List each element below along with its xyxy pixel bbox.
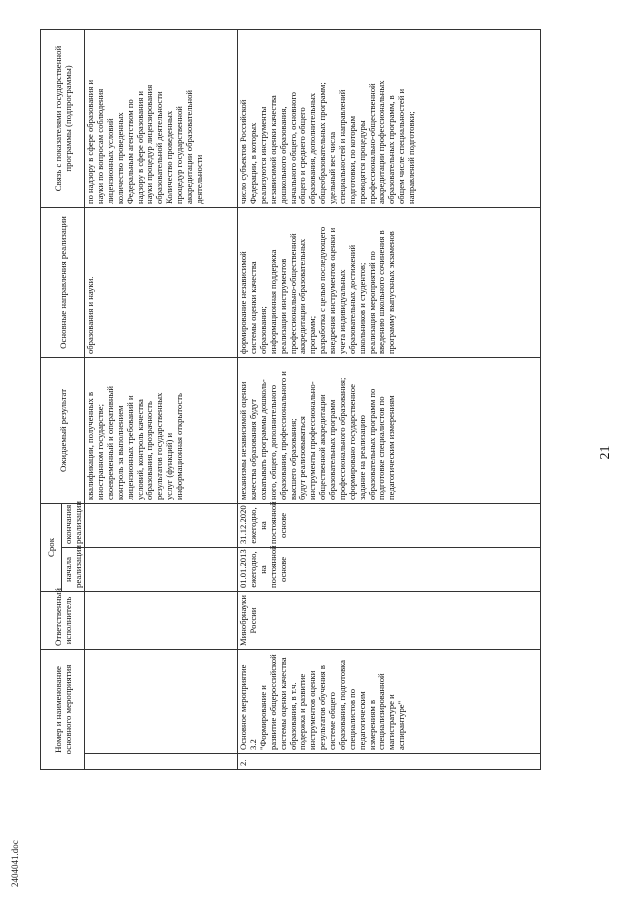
cell-text-line: введению школьного сочинения в xyxy=(376,230,387,354)
cell-text-line: постоянной xyxy=(267,545,278,588)
cell-text-line: аспирантуре" xyxy=(396,700,407,750)
cell-text-line: образования и науки. xyxy=(85,276,96,354)
cell-text-line: магистратуре и xyxy=(386,694,397,750)
cell-text-line: специализированной xyxy=(376,673,387,750)
cell-text-line: разработка с целью последующего xyxy=(317,226,328,354)
cell-text-line: охватывать программы дошколь- xyxy=(257,379,268,500)
cell-text-line: системы оценки качества xyxy=(277,657,288,750)
cell-text-line: реализации инструментов xyxy=(277,258,288,354)
cell-text-line: педагогическим измерениям xyxy=(386,395,397,500)
cell-text-line: реализация мероприятий по xyxy=(366,251,377,354)
cell-text-line: образования; xyxy=(257,306,268,354)
cell-text-line: системе общего xyxy=(327,692,338,750)
cell-text-line: направлений подготовки; xyxy=(406,111,417,204)
cell-text-line: деятельности xyxy=(193,154,204,204)
cell-text-line: 01.01.2013 xyxy=(238,549,249,588)
cell-text-line: программ; xyxy=(307,315,318,354)
cell-text-line: 31.12.2020 xyxy=(238,505,249,544)
file-code: 2404041.doc xyxy=(10,840,20,887)
header-name: Номер и наименование основного мероприятия xyxy=(41,650,85,770)
cell-text-line: начального общего, основного xyxy=(287,92,298,204)
cell-text-line: общего и среднего общего xyxy=(297,107,308,204)
cell-text-line: задание на реализацию xyxy=(356,415,367,500)
cell-text-line: своевременный и оперативный xyxy=(104,386,115,500)
cell-text-line: образовательных программ по xyxy=(366,388,377,500)
term-end-cell xyxy=(238,503,541,547)
cell-text-line: инструменты профессионально- xyxy=(307,381,318,500)
cell-text-line: аккредитации образовательных xyxy=(297,238,308,354)
header-term-start: начала реализации xyxy=(62,548,85,592)
page-number: 21 xyxy=(598,445,613,460)
header-term-end: окончания реализации xyxy=(62,503,85,547)
cont-responsible-cell xyxy=(85,592,238,650)
cell-text-line: Минобрнауки xyxy=(238,595,249,646)
header-result: Ожидаемый результат xyxy=(41,357,85,503)
cell-text-line: число субъектов Российской xyxy=(238,99,249,204)
cell-text-line: образовательных программ xyxy=(327,399,338,500)
cell-text-line: Федеральным агентством по xyxy=(124,99,135,204)
cell-text-line: механизмы независимой оценки xyxy=(238,381,249,500)
cont-start-cell xyxy=(85,548,238,592)
cell-text-line: надзору в сфере образования и xyxy=(134,90,145,204)
cell-text-line: удельный вес числа xyxy=(327,131,338,204)
cell-text-line: профессионального образования; xyxy=(336,377,347,500)
cell-text-line: образовательных достижений xyxy=(346,244,357,354)
cell-text-line: результатов государственных xyxy=(154,392,165,500)
cell-text-line: профессионально-общественной xyxy=(287,233,298,354)
cell-text-line: лицензионных требований и xyxy=(124,395,135,500)
cell-text-line: "Формирование и xyxy=(257,685,268,750)
cell-text-line: образования, дополнительных xyxy=(307,92,318,204)
cell-text-line: ежегодно, xyxy=(248,507,259,544)
cell-text-line: науки по вопросам соблюдения xyxy=(95,88,106,204)
cell-text-line: постоянной xyxy=(267,501,278,544)
cell-text-line: Основное мероприятие 3.2 xyxy=(238,664,259,750)
cell-text-line: измерениям в xyxy=(366,699,377,750)
cont-indicators-cell xyxy=(85,29,238,207)
cell-text-line: Количество проведенных xyxy=(164,110,175,204)
cell-text-line: независимой оценки качества xyxy=(267,95,278,204)
cell-text-line: аккредитации профессиональных xyxy=(376,80,387,204)
cell-text-line: педагогическим xyxy=(356,691,367,750)
header-directions: Основные направления реализации xyxy=(41,207,85,357)
program-activities-table xyxy=(40,29,541,770)
cell-text-line: Федерации, в которых xyxy=(248,122,259,204)
cell-text-line: высшего образования; xyxy=(287,418,298,500)
cell-text-line: информационная поддержка xyxy=(267,249,278,354)
header-term: Срок xyxy=(41,503,62,591)
cell-text-line: науки процедур лицензирования xyxy=(144,84,155,204)
cell-text-line: специальностей и направлений xyxy=(336,89,347,204)
cell-text-line: ного, общего, дополнительного xyxy=(267,384,278,500)
cell-text-line: образования, профессионального и xyxy=(277,371,288,500)
cell-text-line: на xyxy=(257,565,268,574)
header-indicators: Связь с показателями государственной программы (подпрограммы) xyxy=(41,29,85,207)
cell-text-line: программу выпускных экзаменов xyxy=(386,231,397,354)
cell-text-line: квалификации, полученных в xyxy=(85,391,96,500)
cell-text-line: результатов обучения в xyxy=(317,665,328,750)
cell-text-line: качества образования будут xyxy=(248,398,259,500)
cell-text-line: ежегодно, xyxy=(248,551,259,588)
cell-text-line: образовательных программ, в xyxy=(386,95,397,204)
cell-text-line: общем числе специальностей и xyxy=(396,88,407,204)
cell-text-line: услуг (функций) и xyxy=(164,432,175,500)
term-start-cell xyxy=(238,545,541,592)
cell-text-line: системы оценки качества xyxy=(248,261,259,354)
cell-text-line: контроль за выполнением xyxy=(114,405,125,500)
cell-text-line: основе xyxy=(277,512,288,539)
header-responsible: Ответственный исполнитель xyxy=(41,592,85,650)
cell-text-line: общеобразовательных программ; xyxy=(317,82,328,204)
cell-text-line: внедрения инструментов оценки и xyxy=(327,227,338,354)
cell-text-line: лицензионных условий xyxy=(104,118,115,204)
cell-text-line: иностранном государстве; xyxy=(95,404,106,500)
cont-name-cell xyxy=(85,650,238,754)
cell-text-line: количество проведенных xyxy=(114,112,125,204)
cell-text-line: образования, подготовка xyxy=(336,660,347,750)
cell-text-line: по надзору в сфере образования и xyxy=(85,79,96,204)
cell-text-line: школьников и студентов; xyxy=(356,262,367,354)
cell-text-line: подготовки, по которым xyxy=(346,115,357,204)
row-number: 2. xyxy=(238,754,541,770)
cell-text-line: России xyxy=(248,607,259,634)
cell-text-line: учета индивидуальных xyxy=(336,269,347,354)
cell-text-line: общественной аккредитации xyxy=(317,394,328,500)
cell-text-line: сформировано государственное xyxy=(346,384,357,500)
cell-text-line: информационная открытость xyxy=(174,393,185,500)
cell-text-line: реализуются инструменты xyxy=(257,106,268,204)
result-cell xyxy=(238,357,541,503)
cell-text-line: специалистов по xyxy=(346,688,357,750)
cell-text-line: развитие общероссийской xyxy=(267,654,278,750)
table-header-row-1 xyxy=(41,29,62,769)
directions-cell xyxy=(238,207,541,357)
cell-text-line: формирование независимой xyxy=(238,251,249,354)
cell-text-line: подержка и развитие xyxy=(297,673,308,750)
activity-name-cell xyxy=(238,650,541,754)
cell-text-line: на xyxy=(257,521,268,530)
responsible-cell xyxy=(238,592,541,650)
cell-text-line: образовательной деятельности xyxy=(154,91,165,204)
table-row-continuation xyxy=(85,29,238,769)
cell-text-line: образования, в т.ч. xyxy=(287,682,298,750)
cell-text-line: основе xyxy=(277,556,288,583)
cont-num-cell xyxy=(85,754,238,770)
cont-result-cell xyxy=(85,357,238,503)
cell-text-line: процедур государственной xyxy=(174,106,185,204)
indicators-cell xyxy=(238,29,541,207)
cell-text-line: аккредитации образовательной xyxy=(183,89,194,204)
cell-text-line: условий, контроль качества xyxy=(134,399,145,500)
cell-text-line: проводятся процедуры xyxy=(356,120,367,204)
cell-text-line: будут реализовываться xyxy=(297,416,308,500)
cont-end-cell xyxy=(85,503,238,547)
cont-directions-cell xyxy=(85,207,238,357)
cell-text-line: образования, прозрачность xyxy=(144,401,155,500)
cell-text-line: инструментов оценки xyxy=(307,670,318,750)
table-row-activity-3-2 xyxy=(238,29,541,769)
cell-text-line: дошкольного образования, xyxy=(277,106,288,204)
cell-text-line: профессионально-общественной xyxy=(366,83,377,204)
cell-text-line: подготовке специалистов по xyxy=(376,396,387,500)
